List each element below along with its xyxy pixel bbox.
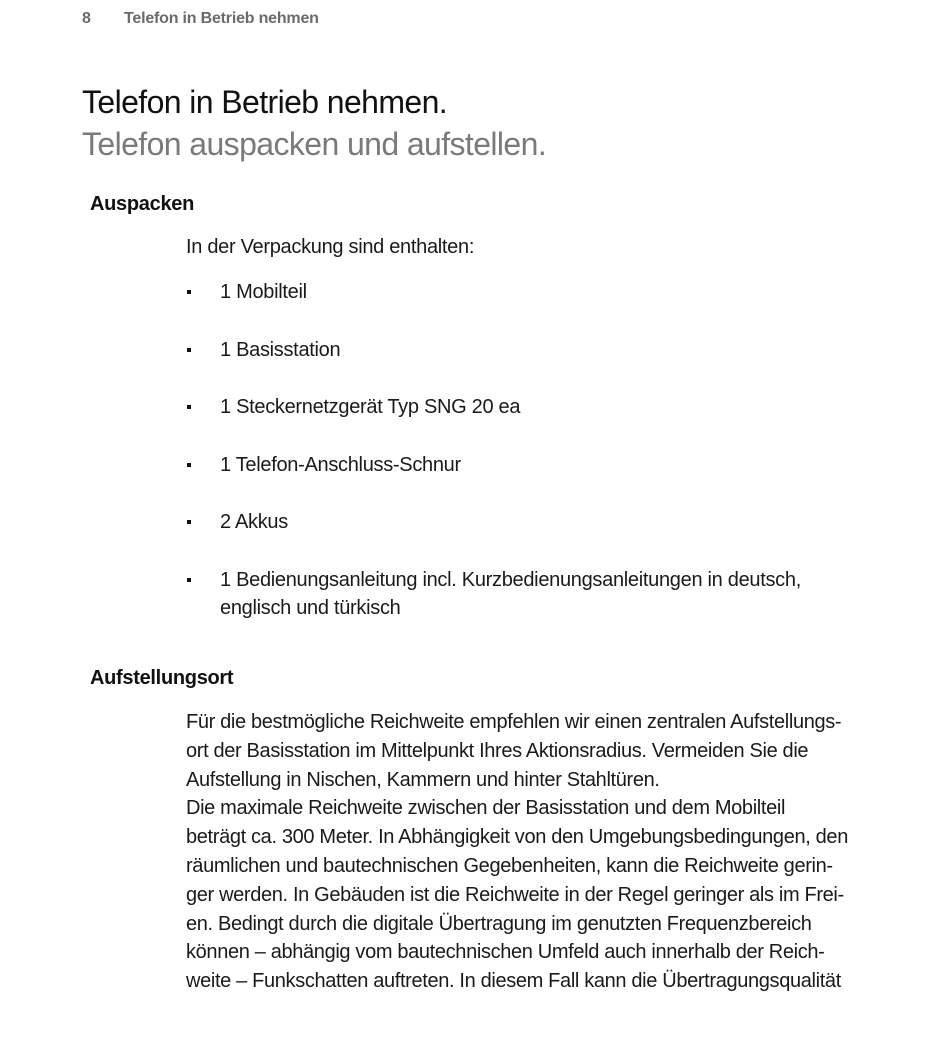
running-header-chapter: Telefon in Betrieb nehmen bbox=[124, 10, 319, 27]
text-line: ort der Basisstation im Mittelpunkt Ihres Aktionsradius. Vermeiden Sie die bbox=[186, 739, 809, 762]
section-heading-aufstellungsort: Aufstellungsort bbox=[90, 667, 234, 689]
page-subtitle: Telefon auspacken und aufstellen. bbox=[82, 126, 547, 162]
list-item bbox=[186, 393, 846, 421]
list-item-text: 1 Basisstation bbox=[220, 338, 341, 361]
list-item bbox=[186, 508, 846, 536]
text-line: Aufstellung in Nischen, Kammern und hinter Stahltüren. bbox=[186, 768, 660, 791]
list-item bbox=[186, 566, 846, 622]
package-contents-list bbox=[186, 278, 846, 651]
list-item-text: 1 Bedienungsanleitung incl. Kurzbedienungsanleitungen in deutsch, englisch und türkisch bbox=[220, 568, 801, 619]
package-contents-intro: In der Verpackung sind enthalten: bbox=[186, 236, 475, 258]
bullet-icon bbox=[187, 348, 191, 352]
text-line: en. Bedingt durch die digitale Übertragung im genutzten Frequenzbereich bbox=[186, 912, 812, 935]
page-title: Telefon in Betrieb nehmen. bbox=[82, 84, 448, 120]
text-line: räumlichen und bautechnischen Gegebenheiten, kann die Reichweite gerin- bbox=[186, 854, 833, 877]
text-line: beträgt ca. 300 Meter. In Abhängigkeit von den Umgebungsbedingungen, den bbox=[186, 826, 848, 849]
bullet-icon bbox=[187, 405, 191, 409]
text-line: können – abhängig vom bautechnischen Umfeld auch innerhalb der Reich- bbox=[186, 941, 825, 964]
text-line: Für die bestmögliche Reichweite empfehlen wir einen zentralen Aufstellungs- bbox=[186, 711, 842, 733]
text-line: weite – Funkschatten auftreten. In diesem Fall kann die Übertragungsqualität bbox=[186, 970, 841, 993]
text-line: Die maximale Reichweite zwischen der Basisstation und dem Mobilteil bbox=[186, 797, 786, 820]
list-item bbox=[186, 278, 846, 306]
bullet-icon bbox=[187, 578, 191, 582]
bullet-icon bbox=[187, 290, 191, 294]
list-item-text: 1 Mobilteil bbox=[220, 281, 307, 303]
list-item-text: 1 Steckernetzgerät Typ SNG 20 ea bbox=[220, 396, 521, 418]
bullet-icon bbox=[187, 463, 191, 467]
bullet-icon bbox=[187, 520, 191, 524]
section-heading-auspacken: Auspacken bbox=[90, 193, 195, 215]
list-item bbox=[186, 451, 846, 479]
text-line: ger werden. In Gebäuden ist die Reichweite in der Regel geringer als im Frei- bbox=[186, 883, 844, 906]
list-item-text: 2 Akkus bbox=[220, 511, 288, 533]
page-number: 8 bbox=[82, 10, 91, 27]
placement-paragraph bbox=[186, 708, 876, 996]
list-item bbox=[186, 336, 846, 364]
running-header bbox=[82, 10, 319, 28]
list-item-text: 1 Telefon-Anschluss-Schnur bbox=[220, 453, 461, 476]
